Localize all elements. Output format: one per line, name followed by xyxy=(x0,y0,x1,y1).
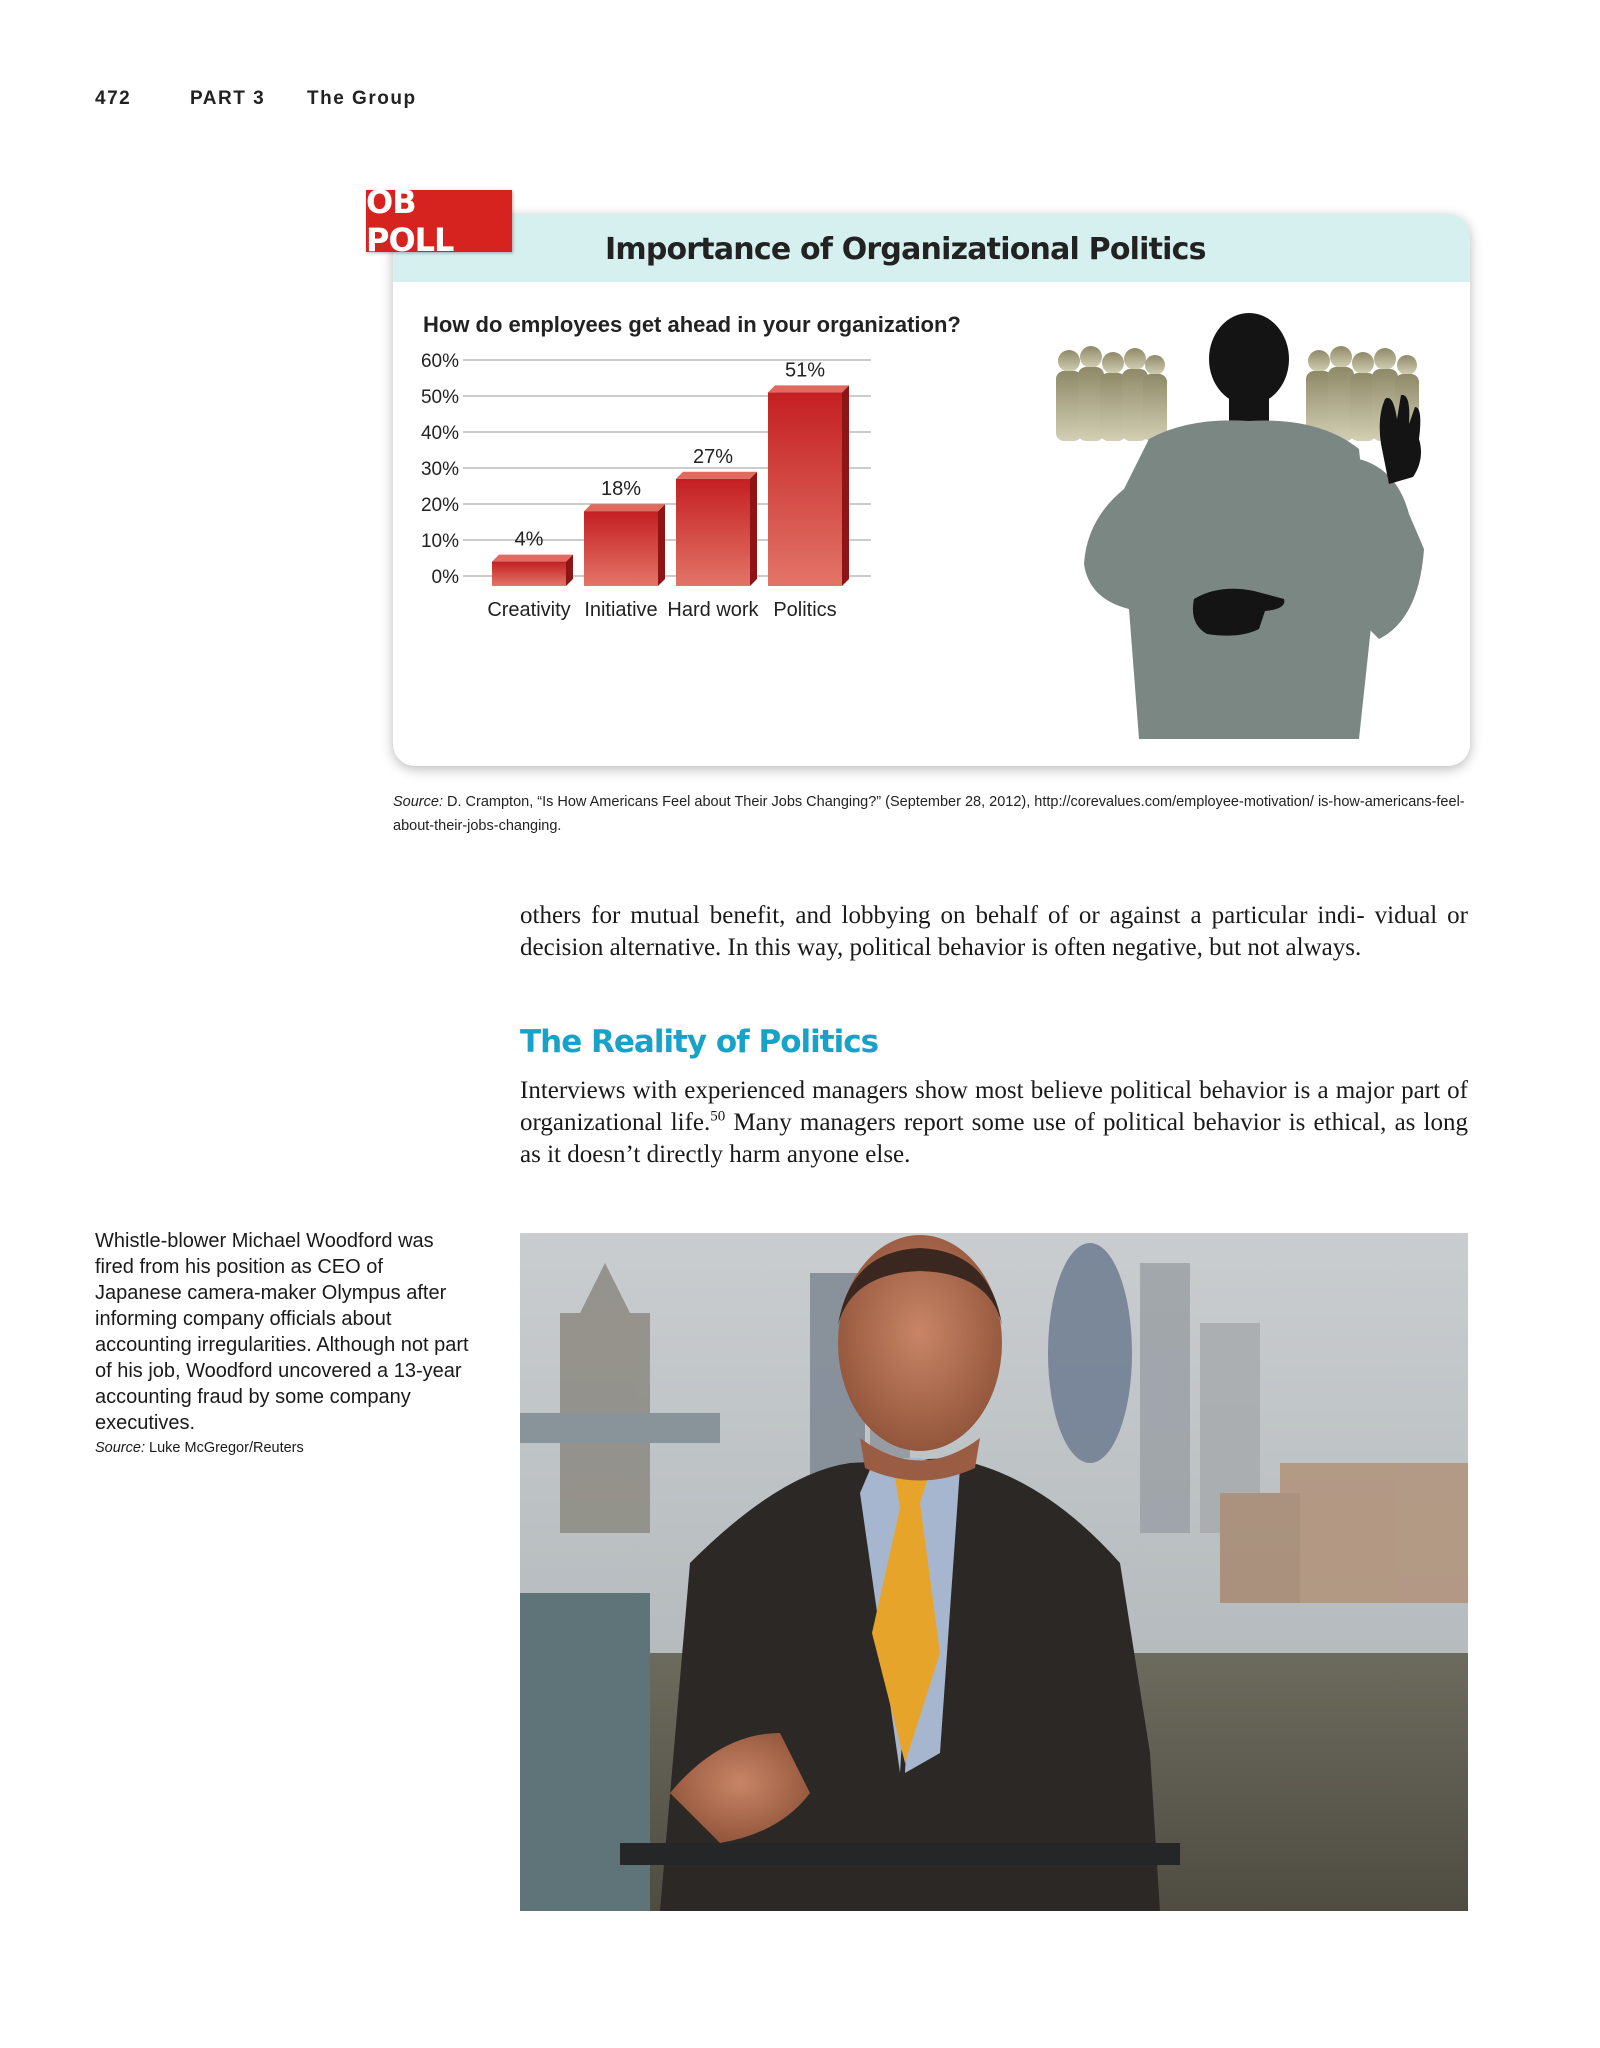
crowd-silhouette-left xyxy=(1056,346,1167,441)
paragraph-text-a: Interviews with experienced managers show most believe political behavior is a major part of organizational life. xyxy=(520,1077,1468,1136)
category-label: Creativity xyxy=(487,599,571,621)
y-tick-label: 40% xyxy=(420,423,459,444)
photo-source-label: Source: xyxy=(95,1440,145,1456)
bar-value-label: 4% xyxy=(514,528,544,551)
ob-poll-badge: OB POLL xyxy=(366,190,512,252)
photo-caption xyxy=(95,1228,475,1458)
portrait-photo xyxy=(520,1233,1468,1911)
chart-question: How do employees get ahead in your organization? xyxy=(423,312,961,337)
y-tick-label: 60% xyxy=(420,351,459,372)
part-label: PART 3 xyxy=(190,88,266,109)
endnote-reference: 50 xyxy=(710,1108,726,1125)
bar-hard-work xyxy=(676,472,757,586)
bar-top xyxy=(492,555,573,562)
source-note xyxy=(393,790,1483,838)
photo-source xyxy=(95,1438,475,1458)
source-note-text: D. Crampton, “Is How Americans Feel about Their Jobs Changing?” (September 28, 2012), http://corevalues.com/employee-motivation/ is-how-americans-feel-about-their-jobs-changing. xyxy=(393,794,1465,834)
bar-chart xyxy=(413,342,973,766)
bar-initiative xyxy=(584,504,665,586)
bar-politics xyxy=(768,385,849,586)
bar-top xyxy=(584,504,665,511)
bar-top xyxy=(768,385,849,392)
bar-front xyxy=(768,392,842,586)
poll-header xyxy=(393,214,1470,282)
bar-side xyxy=(842,385,849,586)
y-tick-label: 10% xyxy=(420,531,459,552)
bar-value-label: 51% xyxy=(784,359,826,382)
category-label: Hard work xyxy=(667,599,759,621)
photo-caption-text: Whistle-blower Michael Woodford was fired from his position as CEO of Japanese camera-maker Olympus after informing company officials about accounting irregularities. Although not part of his job, Woodford uncovered a 13-year accounting fraud by some company executives. xyxy=(95,1230,469,1434)
paragraph-reality-of-politics xyxy=(520,1075,1468,1171)
bar-value-label: 18% xyxy=(600,478,642,501)
category-label: Politics xyxy=(773,599,837,621)
section-heading: The Reality of Politics xyxy=(520,1024,879,1060)
businessman-crossed-fingers-illustration xyxy=(1029,299,1449,739)
category-label: Initiative xyxy=(584,599,658,621)
part-title: The Group xyxy=(307,88,417,109)
portrait-photo-illustration xyxy=(520,1233,1468,1911)
bar-creativity xyxy=(492,555,573,586)
photo-source-text: Luke McGregor/Reuters xyxy=(149,1440,304,1456)
bar-front xyxy=(676,479,750,586)
paragraph-text-b: Many managers report some use of political behavior is ethical, as long as it doesn’t directly harm anyone else. xyxy=(520,1109,1469,1168)
bar-front xyxy=(584,511,658,586)
poll-title: Importance of Organizational Politics xyxy=(605,232,1206,267)
bar-top xyxy=(676,472,757,479)
bar-front xyxy=(492,562,566,586)
paragraph-continuation: others for mutual benefit, and lobbying on behalf of or against a particular indi- vidual or decision alternative. In this way, political behavior is often negative, but not always. xyxy=(520,902,1468,961)
source-note-label: Source: xyxy=(393,794,443,810)
y-tick-label: 30% xyxy=(420,459,459,480)
page-number: 472 xyxy=(95,88,132,109)
y-tick-label: 50% xyxy=(420,387,459,408)
bar-side xyxy=(750,472,757,586)
y-tick-label: 0% xyxy=(431,567,459,588)
poll-card xyxy=(393,214,1470,766)
bar-side xyxy=(658,504,665,586)
y-tick-label: 20% xyxy=(420,495,459,516)
bar-value-label: 27% xyxy=(692,445,734,468)
